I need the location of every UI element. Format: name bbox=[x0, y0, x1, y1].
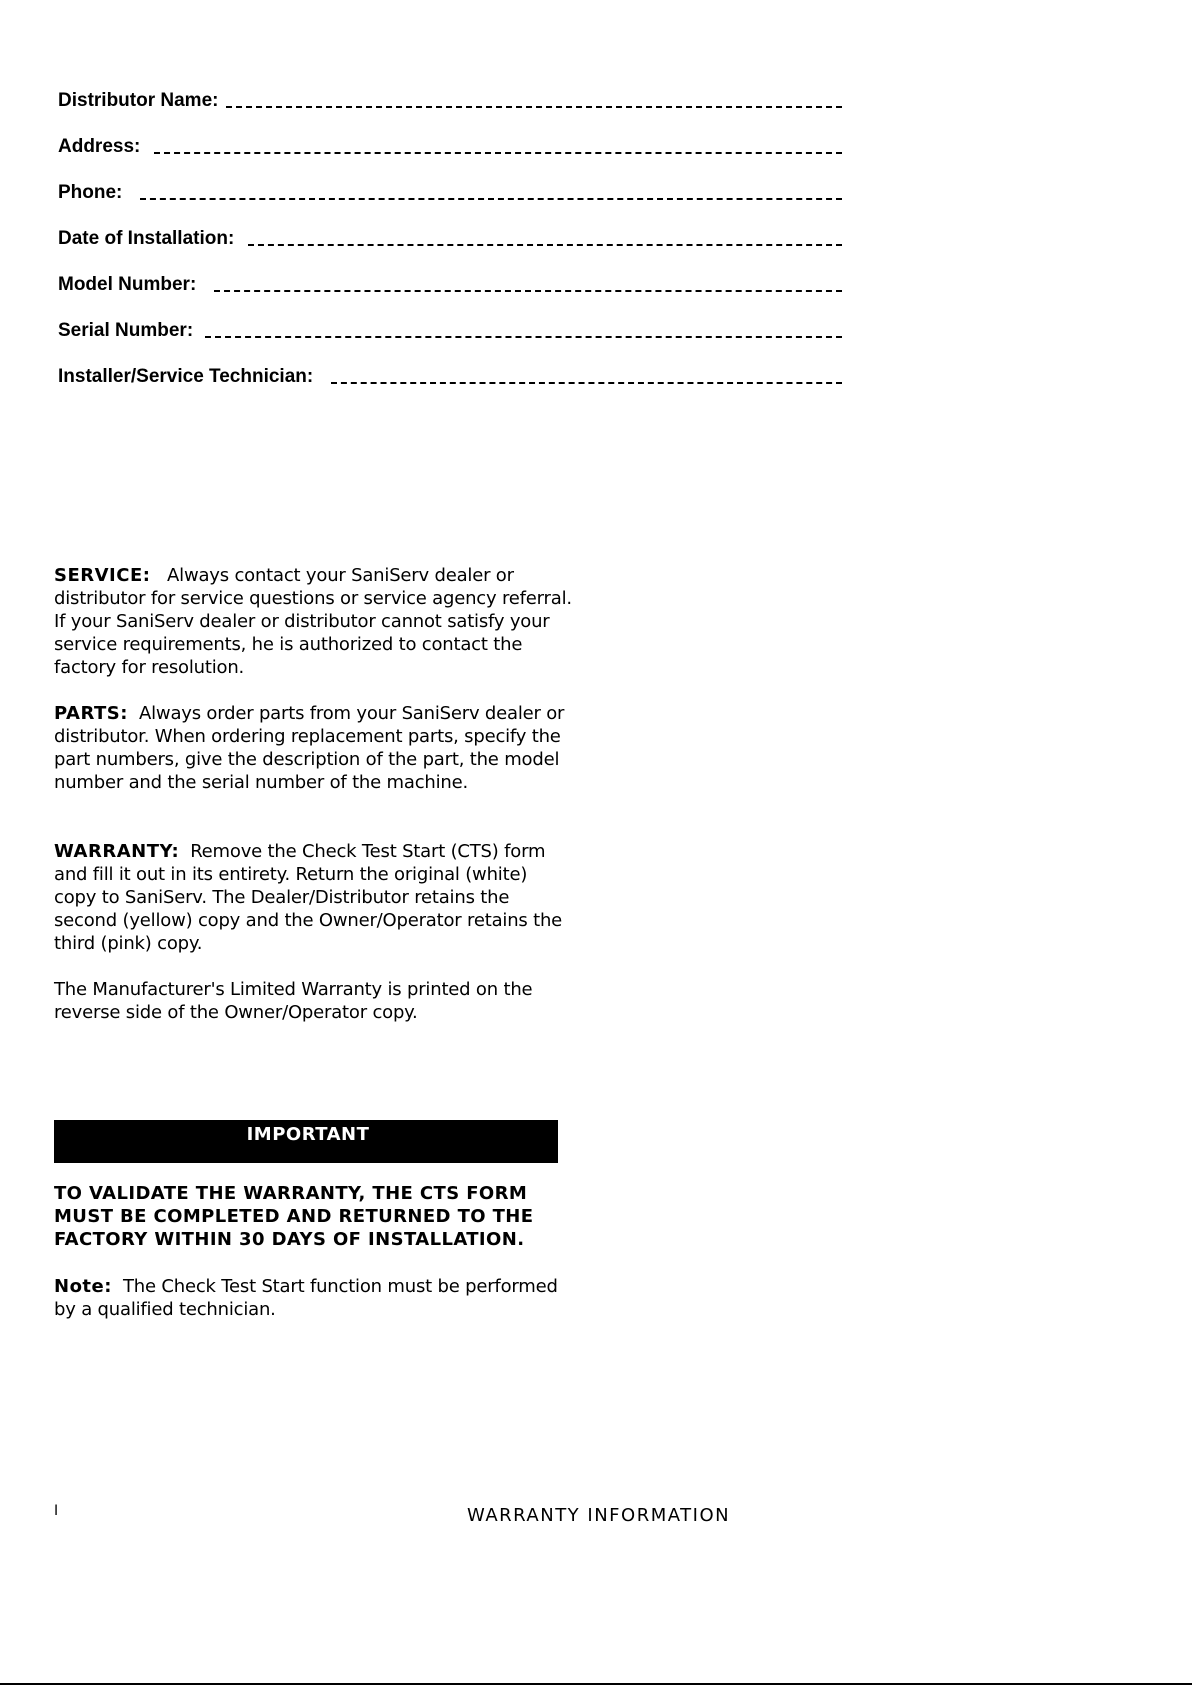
service-text: Always contact your SaniServ dealer or distributor for service questions or service agency referral. If your SaniServ dealer or distributor cannot satisfy your service requirements, he is authorized to contact the factory for resolution. bbox=[54, 565, 572, 678]
important-banner bbox=[54, 1120, 558, 1163]
serial-number-row bbox=[58, 316, 842, 342]
parts-paragraph bbox=[54, 702, 574, 794]
distributor-name-row bbox=[58, 86, 842, 112]
date-of-installation-line[interactable] bbox=[248, 244, 842, 246]
serial-number-label: Serial Number: bbox=[58, 320, 194, 341]
parts-heading: PARTS: bbox=[54, 703, 128, 724]
service-paragraph bbox=[54, 564, 574, 679]
note-paragraph bbox=[54, 1275, 574, 1321]
serial-number-line[interactable] bbox=[205, 336, 842, 338]
phone-row bbox=[58, 178, 842, 204]
installer-technician-row bbox=[58, 362, 842, 388]
address-label: Address: bbox=[58, 136, 141, 157]
note-text: The Check Test Start function must be performed by a qualified technician. bbox=[54, 1276, 558, 1320]
warranty-text: Remove the Check Test Start (CTS) form and fill it out in its entirety. Return the original (white) copy to SaniServ. The Dealer/Distributor retains the second (yellow) copy and the Owner/Operator retains the third (pink) copy. bbox=[54, 841, 563, 954]
important-label: IMPORTANT bbox=[246, 1124, 370, 1145]
model-number-line[interactable] bbox=[214, 290, 842, 292]
validate-warranty-notice: TO VALIDATE THE WARRANTY, THE CTS FORM MUST BE COMPLETED AND RETURNED TO THE FACTORY WITHIN 30 DAYS OF INSTALLATION. bbox=[54, 1183, 534, 1250]
page-mark: I bbox=[54, 1503, 59, 1519]
date-of-installation-row bbox=[58, 224, 842, 250]
installer-technician-label: Installer/Service Technician: bbox=[58, 366, 314, 387]
address-line[interactable] bbox=[154, 152, 842, 154]
model-number-label: Model Number: bbox=[58, 274, 197, 295]
limited-warranty-paragraph: The Manufacturer's Limited Warranty is printed on the reverse side of the Owner/Operator copy. bbox=[54, 979, 533, 1023]
warranty-paragraph bbox=[54, 840, 572, 955]
date-of-installation-label: Date of Installation: bbox=[58, 228, 235, 249]
address-row bbox=[58, 132, 842, 158]
phone-label: Phone: bbox=[58, 182, 123, 203]
note-heading: Note: bbox=[54, 1276, 112, 1297]
distributor-name-label: Distributor Name: bbox=[58, 90, 219, 111]
phone-line[interactable] bbox=[140, 198, 842, 200]
footer-title: WARRANTY INFORMATION bbox=[467, 1505, 731, 1526]
model-number-row bbox=[58, 270, 842, 296]
parts-text: Always order parts from your SaniServ dealer or distributor. When ordering replacement parts, specify the part numbers, give the description of the part, the model number and the serial number of the machine. bbox=[54, 703, 565, 793]
service-heading: SERVICE: bbox=[54, 565, 151, 586]
distributor-name-line[interactable] bbox=[226, 106, 842, 108]
installer-technician-line[interactable] bbox=[331, 382, 842, 384]
warranty-heading: WARRANTY: bbox=[54, 841, 180, 862]
